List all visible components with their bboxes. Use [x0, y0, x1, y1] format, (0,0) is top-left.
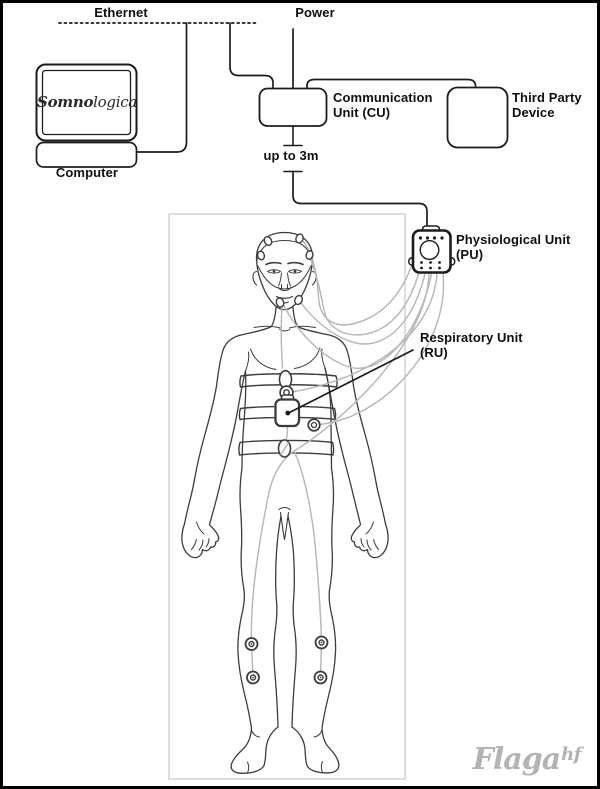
human-figure	[182, 233, 388, 774]
communication-unit-box	[260, 89, 327, 127]
cu-pu-cable	[293, 172, 427, 227]
screen-brand-suffix: logica	[93, 93, 137, 111]
communication-unit-label: Communication Unit (CU)	[333, 90, 433, 120]
computer-label: Computer	[55, 165, 119, 180]
cable-length-label: up to 3m	[263, 148, 319, 163]
patient-frame	[169, 214, 405, 779]
cu-tpd-line	[307, 80, 476, 89]
physiological-unit-label: Physiological Unit (PU)	[456, 232, 571, 262]
ethernet-cu-line	[230, 23, 273, 89]
respiratory-unit-label: Respiratory Unit (RU)	[420, 330, 523, 360]
chest-electrode	[308, 419, 320, 431]
ethernet-label: Ethernet	[94, 5, 148, 20]
respiratory-unit-device	[276, 395, 300, 426]
third-party-device-box	[448, 88, 508, 148]
third-party-device-label: Third Party Device	[512, 90, 582, 120]
flaga-logo	[445, 742, 580, 777]
screen-brand-prefix: Somno	[37, 93, 94, 111]
physiological-unit-device	[409, 226, 455, 273]
computer-screen-brand	[37, 70, 137, 134]
logo-brand-text: Flaga	[472, 742, 561, 777]
leg-electrodes	[246, 637, 328, 684]
logo-suffix-text: hf	[561, 744, 581, 765]
power-label: Power	[295, 5, 335, 20]
